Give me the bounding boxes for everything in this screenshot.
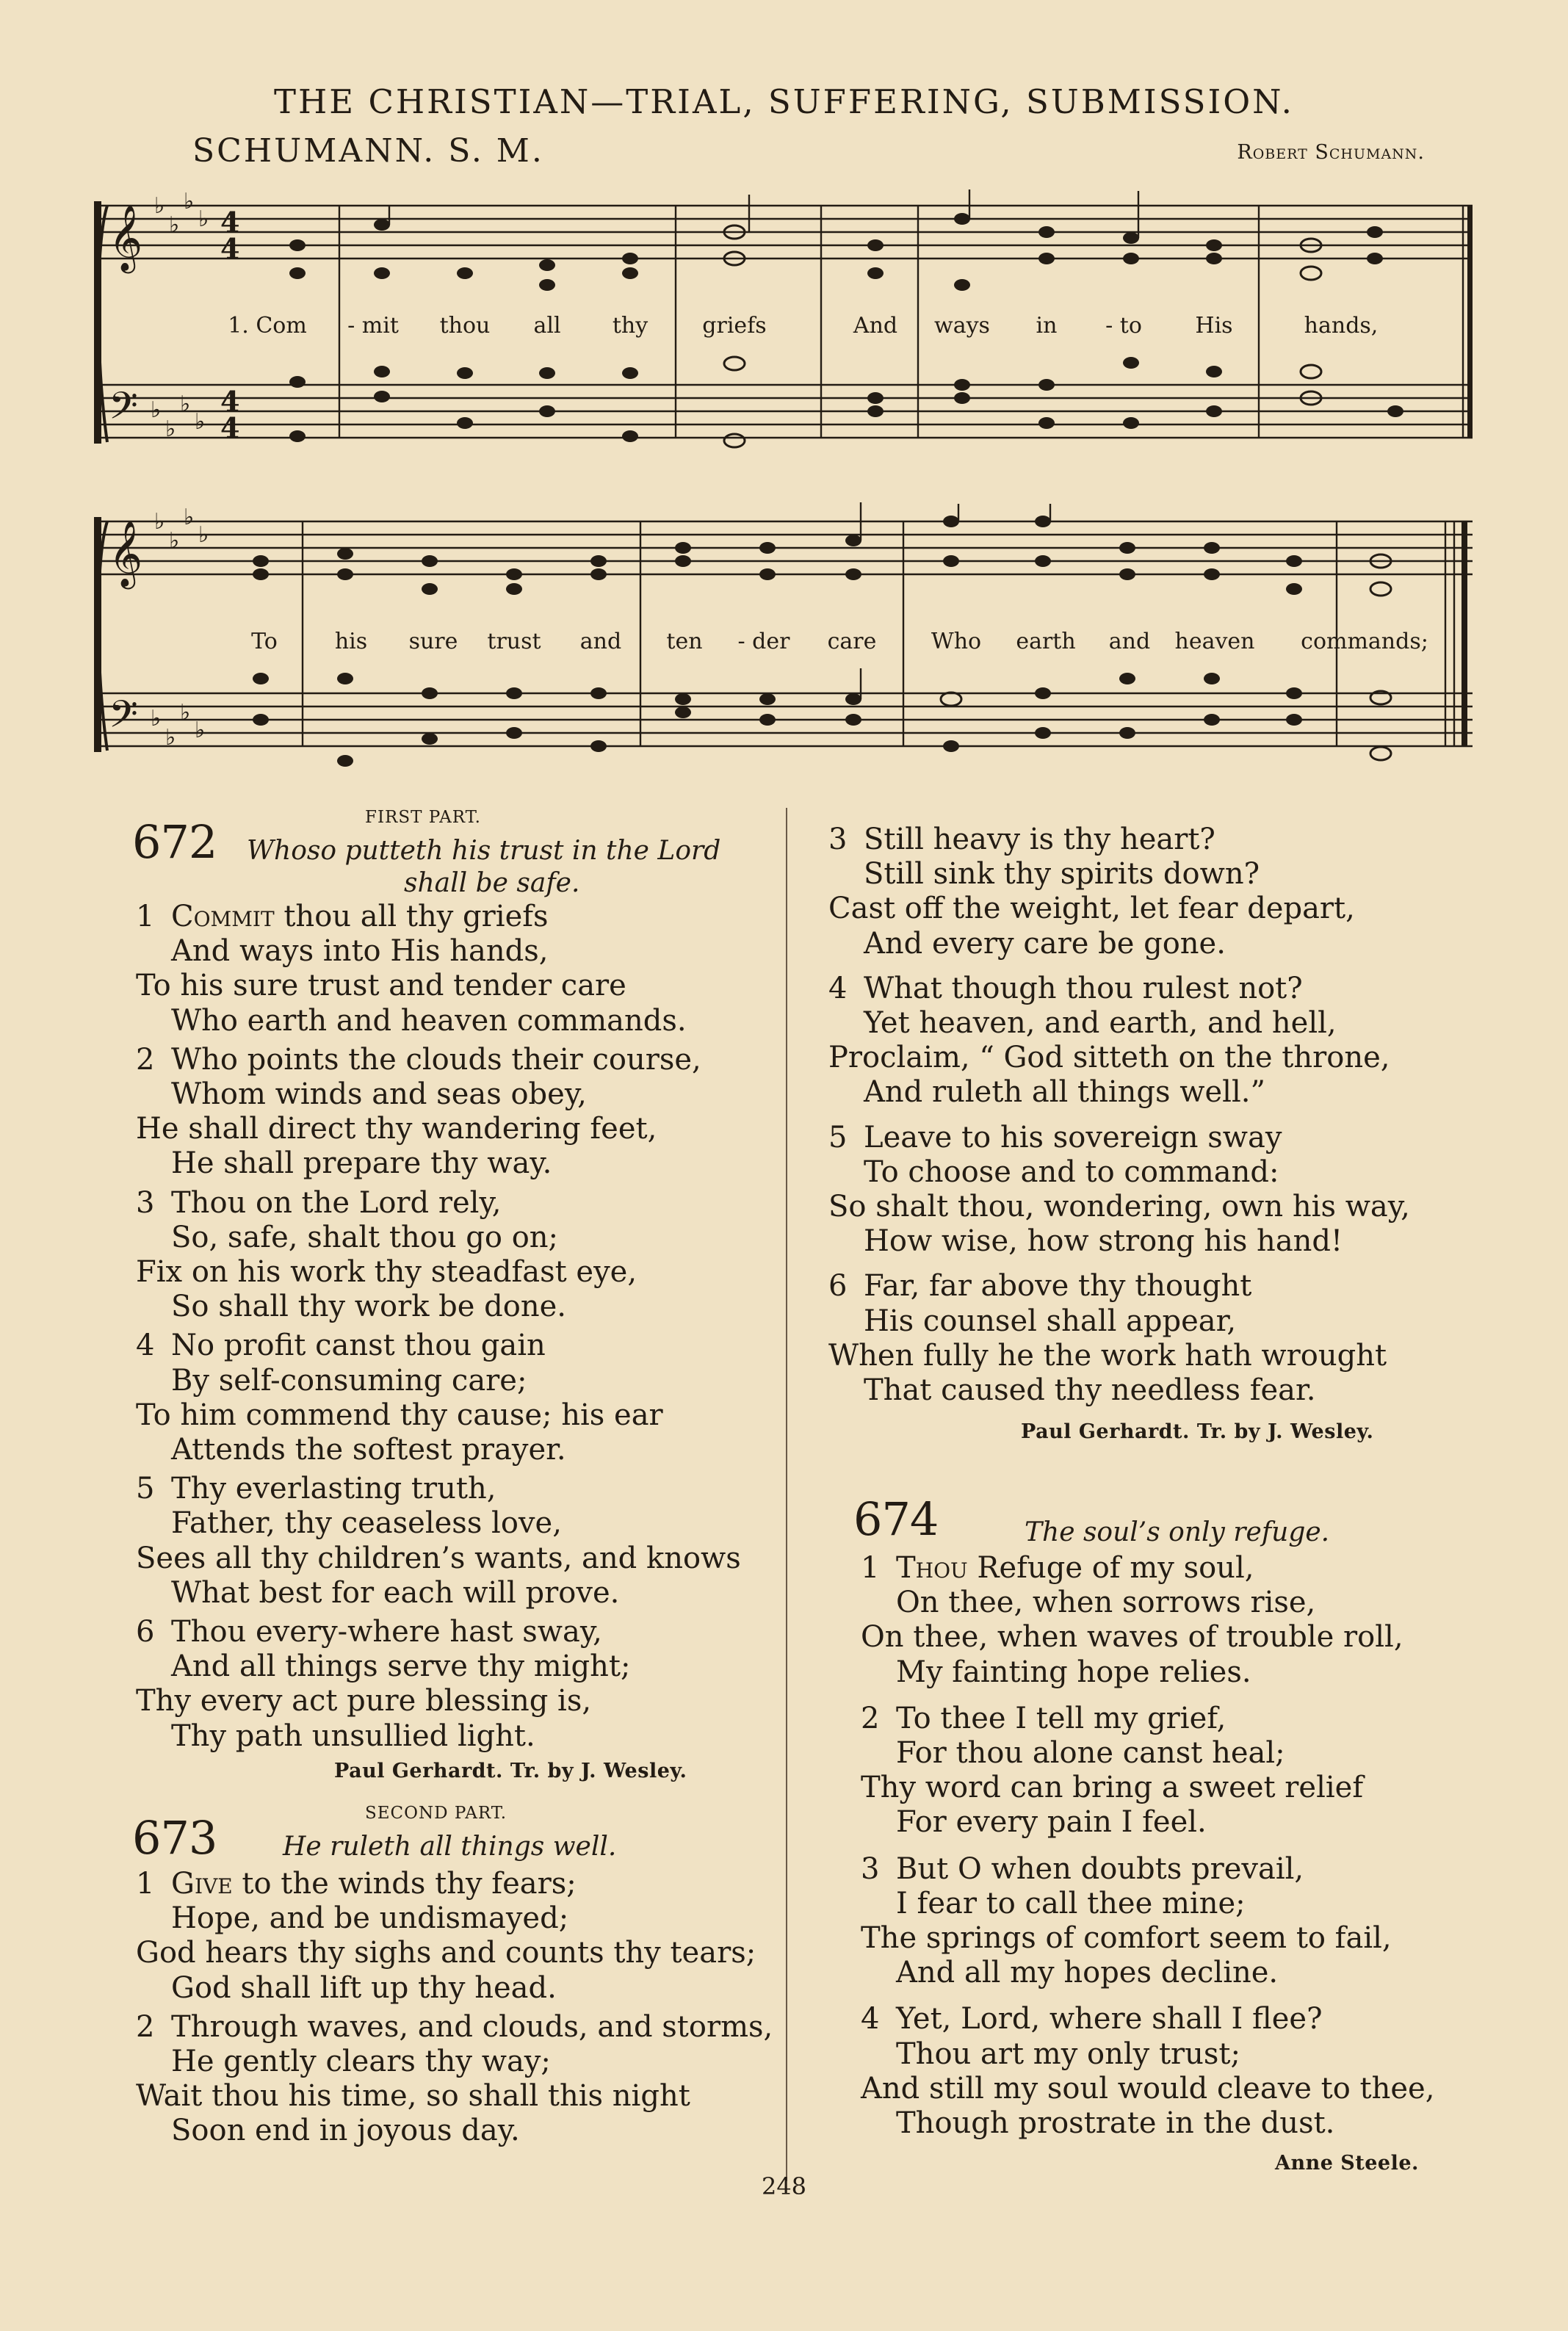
lyric-syllable: thou (439, 313, 491, 339)
hymn-672-number: 672 (132, 815, 217, 869)
svg-text:♭: ♭ (180, 391, 191, 417)
svg-text:♭: ♭ (165, 725, 176, 751)
svg-text:𝄢: 𝄢 (109, 692, 138, 745)
hymn-673-part-label: SECOND PART. (365, 1804, 507, 1823)
hymn-673-number: 673 (132, 1811, 217, 1865)
hymn-673-subtitle: He ruleth all things well. (283, 1832, 617, 1862)
lyric-syllable: his (334, 629, 368, 654)
hymn-673-verses-col1 (136, 1867, 773, 2153)
lyric-syllable: ten (666, 629, 703, 654)
svg-text:♭: ♭ (169, 528, 180, 554)
lyric-syllable: sure (408, 629, 458, 654)
verse: 6 Thou every-where hast sway, And all things serve thy might; Thy every act pure blessing is, Thy path unsullied light. (136, 1615, 631, 1753)
svg-text:♭: ♭ (154, 193, 165, 219)
verse: 6 Far, far above thy thought His counsel shall appear, When fully he the work hath wrought That caused thy needless fear. (828, 1269, 1387, 1408)
verse: 4 No profit canst thou gain By self-consuming care; To him commend thy cause; his ear Attends the softest prayer. (136, 1329, 663, 1467)
hymn-674-attribution: Anne Steele. (1275, 2152, 1419, 2175)
verse: 5 Leave to his sovereign sway To choose and to command: So shalt thou, wondering, own his way, How wise, how strong his hand! (828, 1120, 1410, 1259)
page-number: 248 (761, 2172, 807, 2200)
svg-text:♭: ♭ (198, 206, 209, 232)
svg-text:4: 4 (220, 206, 240, 239)
svg-text:♭: ♭ (198, 522, 209, 548)
hymn-672-verses (136, 900, 741, 1758)
hymn-672-attribution: Paul Gerhardt. Tr. by J. Wesley. (334, 1760, 687, 1782)
svg-text:𝄞: 𝄞 (109, 521, 143, 587)
lyric-syllable: - to (1105, 313, 1142, 339)
svg-text:♭: ♭ (151, 706, 162, 731)
lyric-syllable: commands; (1301, 629, 1428, 654)
verse: 4 Yet, Lord, where shall I flee? Thou art my only trust; And still my soul would cleave to thee, Though prostrate in the dust. (861, 2002, 1435, 2141)
hymn-673-verses-col2 (828, 823, 1410, 1412)
hymn-672-subtitle: Whoso putteth his trust in the Lord (247, 836, 721, 866)
svg-text:♭: ♭ (154, 509, 165, 535)
hymn-673-attribution: Paul Gerhardt. Tr. by J. Wesley. (1021, 1420, 1374, 1443)
lyric-syllable: - der (737, 629, 790, 654)
lyric-syllable: and (579, 629, 622, 654)
section-title: THE CHRISTIAN—TRIAL, SUFFERING, SUBMISSION. (274, 82, 1294, 121)
hymn-674-subtitle: The soul’s only refuge. (1025, 1517, 1330, 1547)
lyric-syllable: To (251, 629, 278, 654)
lyric-syllable: thy (612, 313, 648, 339)
lyric-syllable: and (1108, 629, 1151, 654)
lyric-syllable: hands, (1304, 313, 1379, 339)
hymn-674-verses (861, 1551, 1434, 2145)
svg-text:4: 4 (220, 232, 240, 265)
lyric-syllable: And (853, 313, 898, 339)
svg-text:𝄞: 𝄞 (109, 205, 143, 271)
svg-text:4: 4 (220, 411, 240, 444)
composer: Robert Schumann. (1237, 141, 1425, 164)
verse: 1 Thou Refuge of my soul, On thee, when sorrows rise, On thee, when waves of trouble roll, My fainting hope relies. (861, 1551, 1403, 1689)
svg-text:♭: ♭ (180, 700, 191, 726)
verse: 2 Through waves, and clouds, and storms, He gently clears thy way; Wait thou his time, so shall this night Soon end in joyous day. (136, 2009, 773, 2148)
hymn-674-number: 674 (853, 1492, 939, 1546)
svg-text:♭: ♭ (151, 397, 162, 423)
svg-text:♭: ♭ (195, 718, 206, 743)
verse: 1 Give to the winds thy fears; Hope, and be undismayed; God hears thy sighs and counts thy tears; God shall lift up thy head. (136, 1867, 756, 2005)
lyric-syllable: 1. Com (228, 313, 307, 339)
lyric-syllable: His (1195, 313, 1233, 339)
lyric-syllable: Who (931, 629, 982, 654)
verse: 1 Commit thou all thy griefs And ways into His hands, To his sure trust and tender care Who earth and heaven commands. (136, 900, 687, 1038)
hymn-672-part-label: FIRST PART. (365, 808, 481, 827)
svg-text:♭: ♭ (184, 505, 195, 530)
verse: 3 Still heavy is thy heart? Still sink thy spirits down? Cast off the weight, let fear depart, And every care be gone. (828, 823, 1355, 961)
verse: 3 Thou on the Lord rely, So, safe, shalt thou go on; Fix on his work thy steadfast eye, So shall thy work be done. (136, 1185, 637, 1324)
verse: 3 But O when doubts prevail, I fear to call thee mine; The springs of comfort seem to fail, And all my hopes decline. (861, 1851, 1392, 1990)
lyric-syllable: in (1036, 313, 1058, 339)
lyric-syllable: - mit (347, 313, 399, 339)
svg-text:♭: ♭ (184, 189, 195, 214)
lyric-syllable: heaven (1174, 629, 1255, 654)
svg-text:♭: ♭ (169, 212, 180, 238)
lyric-syllable: griefs (702, 313, 767, 339)
lyric-syllable: ways (934, 313, 990, 339)
verse: 2 To thee I tell my grief, For thou alone canst heal; Thy word can bring a sweet relief For every pain I feel. (861, 1701, 1364, 1840)
svg-text:4: 4 (220, 385, 240, 418)
hymn-672-subtitle-cont: shall be safe. (404, 868, 580, 898)
verse: 2 Who points the clouds their course, Whom winds and seas obey, He shall direct thy wandering feet, He shall prepare thy way. (136, 1042, 701, 1181)
lyric-syllable: trust (487, 629, 541, 654)
column-divider (786, 808, 787, 2181)
svg-text:♭: ♭ (165, 416, 176, 442)
verse: 5 Thy everlasting truth, Father, thy ceaseless love, Sees all thy children’s wants, and knows What best for each will prove. (136, 1472, 741, 1610)
lyric-syllable: all (533, 313, 561, 339)
tune-name: SCHUMANN. S. M. (192, 132, 544, 170)
svg-text:𝄢: 𝄢 (109, 383, 138, 437)
lyric-syllable: earth (1016, 629, 1076, 654)
lyric-syllable: care (827, 629, 877, 654)
svg-text:♭: ♭ (195, 409, 206, 435)
verse: 4 What though thou rulest not? Yet heaven, and earth, and hell, Proclaim, “ God sitteth on the throne, And ruleth all things well.” (828, 971, 1390, 1110)
